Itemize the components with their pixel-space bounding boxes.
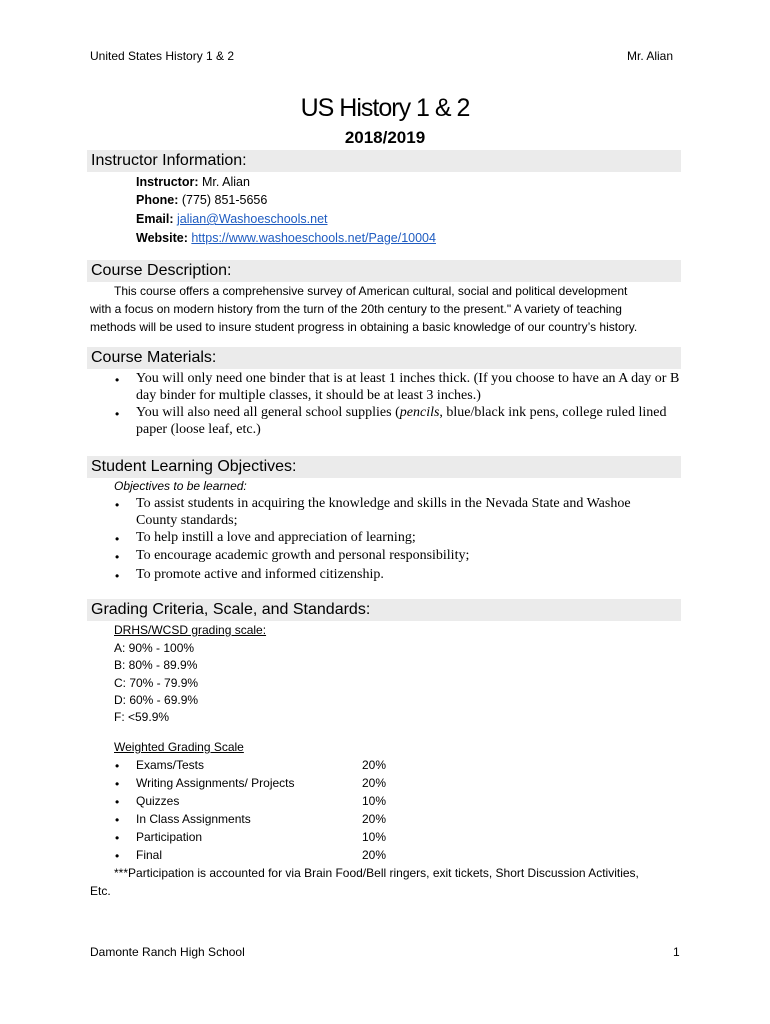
school-year: 2018/2019: [344, 128, 426, 147]
weight-percent: 20%: [362, 848, 387, 862]
weight-name: Quizzes: [136, 794, 180, 808]
grading-scale-d: D: 60% - 69.9%: [114, 693, 199, 707]
weight-name: Participation: [136, 830, 203, 844]
objective-3: To encourage academic growth and personal responsibility;: [136, 548, 470, 563]
materials-item-2-text-italic: pencils: [399, 405, 440, 420]
objective-1-line-1: To assist students in acquiring the knowledge and skills in the Nevada State and Washoe: [136, 496, 631, 511]
instructor-website-label: Website:: [136, 231, 188, 245]
materials-item-1-line-2: day binder for multiple classes, it should be at least 3 inches.): [136, 388, 481, 403]
bullet-icon: •: [115, 795, 120, 809]
bullet-icon: •: [115, 550, 120, 564]
grading-scale-a: A: 90% - 100%: [114, 641, 195, 655]
objective-4: To promote active and informed citizenship.: [136, 567, 384, 582]
instructor-name: Mr. Alian: [201, 175, 250, 189]
section-heading-materials: Course Materials:: [87, 347, 681, 369]
grading-scale-b: B: 80% - 89.9%: [114, 658, 198, 672]
page-number: 1: [673, 945, 680, 959]
instructor-name-row: [136, 175, 250, 189]
weight-percent: 20%: [362, 758, 387, 772]
instructor-website-row: [136, 231, 436, 245]
section-heading-grading: Grading Criteria, Scale, and Standards:: [87, 599, 681, 621]
objective-2: To help instill a love and appreciation of learning;: [136, 530, 416, 545]
description-line-3: methods will be used to insure student progress in obtaining a basic knowledge of our country’s history.: [90, 320, 638, 334]
materials-item-2-line-2: paper (loose leaf, etc.): [136, 422, 261, 437]
bullet-icon: •: [115, 777, 120, 791]
section-heading-instructor: Instructor Information:: [87, 150, 681, 172]
materials-item-2-line-1: [136, 405, 666, 421]
bullet-icon: •: [115, 813, 120, 827]
document-title: US History 1 & 2: [300, 94, 470, 122]
section-heading-objectives: Student Learning Objectives:: [87, 456, 681, 478]
instructor-email-row: [136, 212, 328, 226]
weight-percent: 10%: [362, 794, 387, 808]
weight-name: Final: [136, 848, 163, 862]
participation-note-line-2: Etc.: [90, 884, 111, 898]
description-line-1: This course offers a comprehensive survey of American cultural, social and political development: [114, 284, 628, 298]
bullet-icon: •: [115, 407, 120, 421]
instructor-phone: (775) 851-5656: [181, 193, 268, 207]
bullet-icon: •: [115, 532, 120, 546]
bullet-icon: •: [115, 849, 120, 863]
page-header-right: Mr. Alian: [627, 49, 674, 63]
grading-scale-title: DRHS/WCSD grading scale:: [114, 623, 267, 637]
bullet-icon: •: [115, 831, 120, 845]
materials-item-2-text-a: You will also need all general school supplies (: [136, 405, 400, 420]
objectives-intro: Objectives to be learned:: [114, 479, 247, 493]
weight-percent: 10%: [362, 830, 387, 844]
grading-scale-f: F: <59.9%: [114, 710, 170, 724]
instructor-name-label: Instructor:: [136, 175, 199, 189]
bullet-icon: •: [115, 759, 120, 773]
bullet-icon: •: [115, 373, 120, 387]
instructor-email-label: Email:: [136, 212, 174, 226]
section-heading-description: Course Description:: [87, 260, 681, 282]
weighted-scale-title: Weighted Grading Scale: [114, 740, 244, 754]
grading-scale-c: C: 70% - 79.9%: [114, 676, 199, 690]
weight-name: In Class Assignments: [136, 812, 251, 826]
instructor-phone-label: Phone:: [136, 193, 179, 207]
instructor-email-link[interactable]: jalian@Washoeschools.net: [177, 212, 328, 226]
materials-item-2-text-c: , blue/black ink pens, college ruled lined: [439, 405, 667, 420]
weight-percent: 20%: [362, 776, 387, 790]
weight-name: Writing Assignments/ Projects: [136, 776, 295, 790]
bullet-icon: •: [115, 498, 120, 512]
bullet-icon: •: [115, 569, 120, 583]
instructor-phone-row: [136, 193, 267, 207]
description-line-2: with a focus on modern history from the turn of the 20th century to the present." A variety of teaching: [90, 302, 622, 316]
participation-note-line-1: ***Participation is accounted for via Brain Food/Bell ringers, exit tickets, Short Discussion Activities,: [114, 866, 639, 880]
page-header-left: United States History 1 & 2: [90, 49, 235, 63]
page-footer-school: Damonte Ranch High School: [90, 945, 245, 959]
weight-percent: 20%: [362, 812, 387, 826]
instructor-website-link[interactable]: https://www.washoeschools.net/Page/10004: [191, 231, 436, 245]
objective-1-line-2: County standards;: [136, 513, 238, 528]
materials-item-1-line-1: You will only need one binder that is at least 1 inches thick. (If you choose to have an A day or B: [136, 371, 680, 386]
weight-name: Exams/Tests: [136, 758, 205, 772]
